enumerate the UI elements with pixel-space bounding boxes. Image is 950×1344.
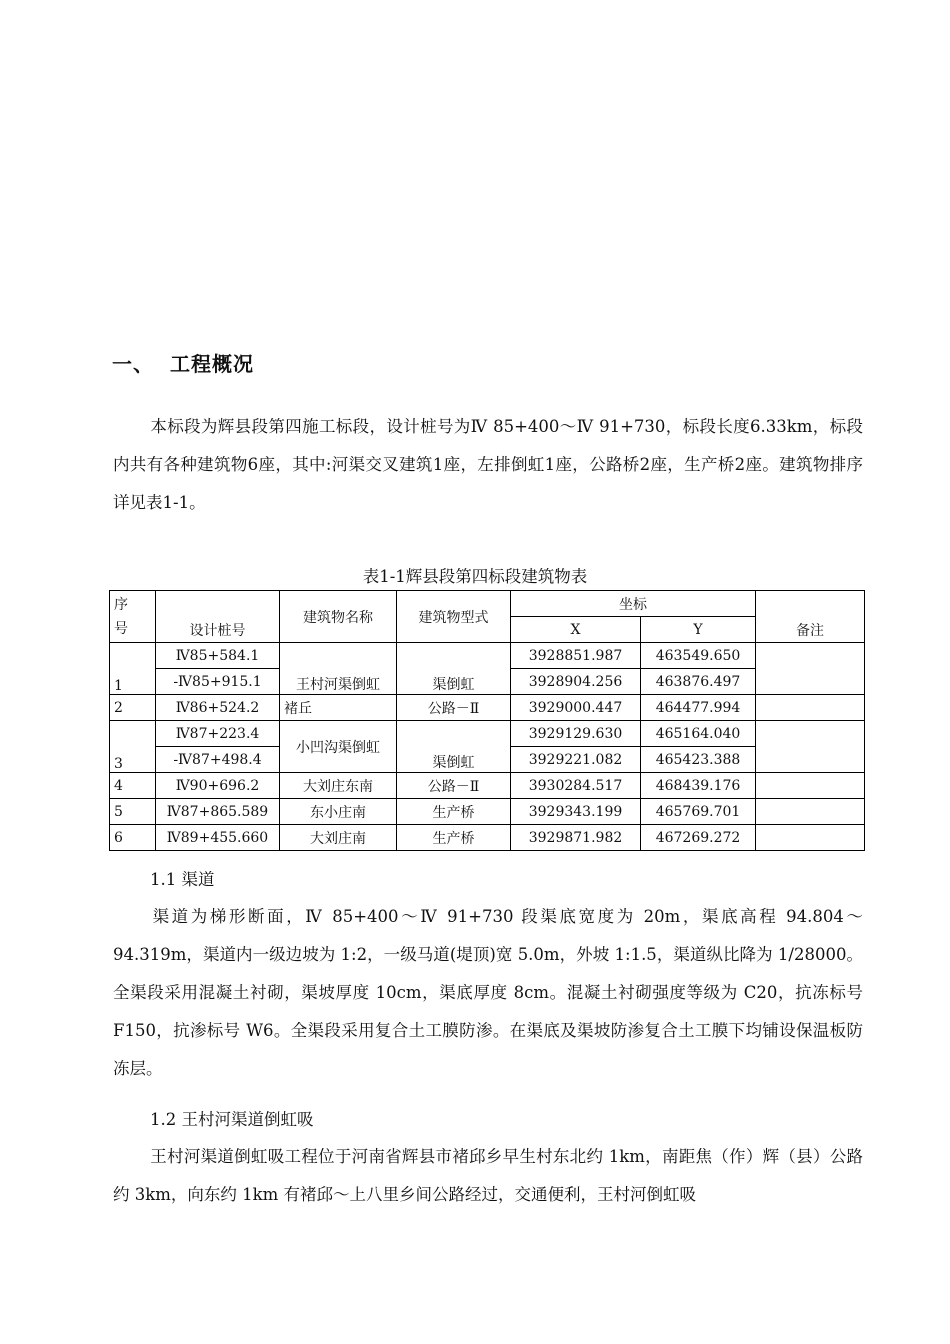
header-x: X (511, 617, 641, 643)
table-row (110, 643, 865, 669)
table-row (110, 799, 865, 825)
cell-name: 大刘庄南 (280, 825, 397, 851)
subsection-title: 1.1 渠道 (150, 870, 215, 889)
cell-y: 465769.701 (641, 799, 756, 825)
header-name: 建筑物名称 (280, 591, 397, 643)
header-seq: 序 号 (110, 591, 156, 643)
cell-x: 3930284.517 (511, 773, 641, 799)
table-caption: 表1-1辉县段第四标段建筑物表 (362, 567, 588, 586)
cell-station: -Ⅳ87+498.4 (156, 747, 280, 773)
cell-seq: 4 (110, 773, 156, 799)
cell-y: 467269.272 (641, 825, 756, 851)
cell-station: Ⅳ89+455.660 (156, 825, 280, 851)
cell-y: 468439.176 (641, 773, 756, 799)
header-coord: 坐标 (511, 591, 756, 617)
cell-seq: 2 (110, 695, 156, 721)
table-row (110, 721, 865, 747)
cell-seq: 3 (110, 721, 156, 773)
cell-station: Ⅳ87+865.589 (156, 799, 280, 825)
cell-type: 公路－Ⅱ (397, 773, 511, 799)
cell-remark (756, 643, 865, 695)
cell-seq: 5 (110, 799, 156, 825)
subsection-title: 1.2 王村河渠道倒虹吸 (150, 1110, 314, 1129)
cell-x: 3929129.630 (511, 721, 641, 747)
cell-station: Ⅳ90+696.2 (156, 773, 280, 799)
cell-x: 3929871.982 (511, 825, 641, 851)
structures-table (109, 590, 865, 851)
cell-y: 463876.497 (641, 669, 756, 695)
cell-x: 3928851.987 (511, 643, 641, 669)
cell-y: 464477.994 (641, 695, 756, 721)
table-header-row (110, 591, 865, 617)
cell-type: 生产桥 (397, 825, 511, 851)
cell-name: 王村河渠倒虹 (280, 643, 397, 695)
cell-type: 渠倒虹 (397, 721, 511, 773)
header-station: 设计桩号 (156, 591, 280, 643)
cell-type: 生产桥 (397, 799, 511, 825)
cell-name: 小凹沟渠倒虹 (280, 721, 397, 773)
table-row (110, 773, 865, 799)
cell-seq: 1 (110, 643, 156, 695)
cell-remark (756, 825, 865, 851)
cell-x: 3928904.256 (511, 669, 641, 695)
section-number: 一、 (112, 352, 154, 376)
cell-remark (756, 695, 865, 721)
intro-paragraph: 本标段为辉县段第四施工标段，设计桩号为Ⅳ 85+400～Ⅳ 91+730，标段长度6.33km，标段内共有各种建筑物6座，其中:河渠交叉建筑1座，左排倒虹1座，公路桥2座，生产桥2座。建筑物排序详见表1-1。 (113, 417, 863, 512)
cell-station: Ⅳ87+223.4 (156, 721, 280, 747)
cell-y: 465164.040 (641, 721, 756, 747)
cell-remark (756, 799, 865, 825)
cell-x: 3929221.082 (511, 747, 641, 773)
subsection-paragraph: 王村河渠道倒虹吸工程位于河南省辉县市褚邱乡早生村东北约 1km，南距焦（作）辉（县）公路约 3km，向东约 1km 有褚邱～上八里乡间公路经过，交通便利，王村河倒虹吸 (113, 1147, 863, 1204)
table-row (110, 695, 865, 721)
subsection-paragraph: 渠道为梯形断面，Ⅳ 85+400～Ⅳ 91+730 段渠底宽度为 20m，渠底高程 94.804～94.319m，渠道内一级边坡为 1:2，一级马道(堤顶)宽 5.0m，外坡 1:1.5，渠道纵比降为 1/28000。全渠段采用混凝土衬砌，渠坡厚度 10cm，渠底厚度 8cm。混凝土衬砌强度等级为 C20，抗冻标号 F150，抗渗标号 W6。全渠段采用复合土工膜防渗。在渠底及渠坡防渗复合土工膜下均铺设保温板防冻层。 (113, 907, 863, 1078)
cell-type: 公路－Ⅱ (397, 695, 511, 721)
cell-y: 463549.650 (641, 643, 756, 669)
cell-name: 大刘庄东南 (280, 773, 397, 799)
cell-name: 褚丘 (280, 695, 397, 721)
cell-x: 3929343.199 (511, 799, 641, 825)
cell-x: 3929000.447 (511, 695, 641, 721)
header-y: Y (641, 617, 756, 643)
cell-station: Ⅳ85+584.1 (156, 643, 280, 669)
cell-remark (756, 721, 865, 773)
cell-station: Ⅳ86+524.2 (156, 695, 280, 721)
cell-station: -Ⅳ85+915.1 (156, 669, 280, 695)
header-remark: 备注 (756, 591, 865, 643)
cell-name: 东小庄南 (280, 799, 397, 825)
cell-type: 渠倒虹 (397, 643, 511, 695)
header-type: 建筑物型式 (397, 591, 511, 643)
section-title: 工程概况 (170, 352, 254, 376)
cell-y: 465423.388 (641, 747, 756, 773)
cell-remark (756, 773, 865, 799)
section-heading (112, 348, 254, 377)
table-row (110, 825, 865, 851)
cell-seq: 6 (110, 825, 156, 851)
